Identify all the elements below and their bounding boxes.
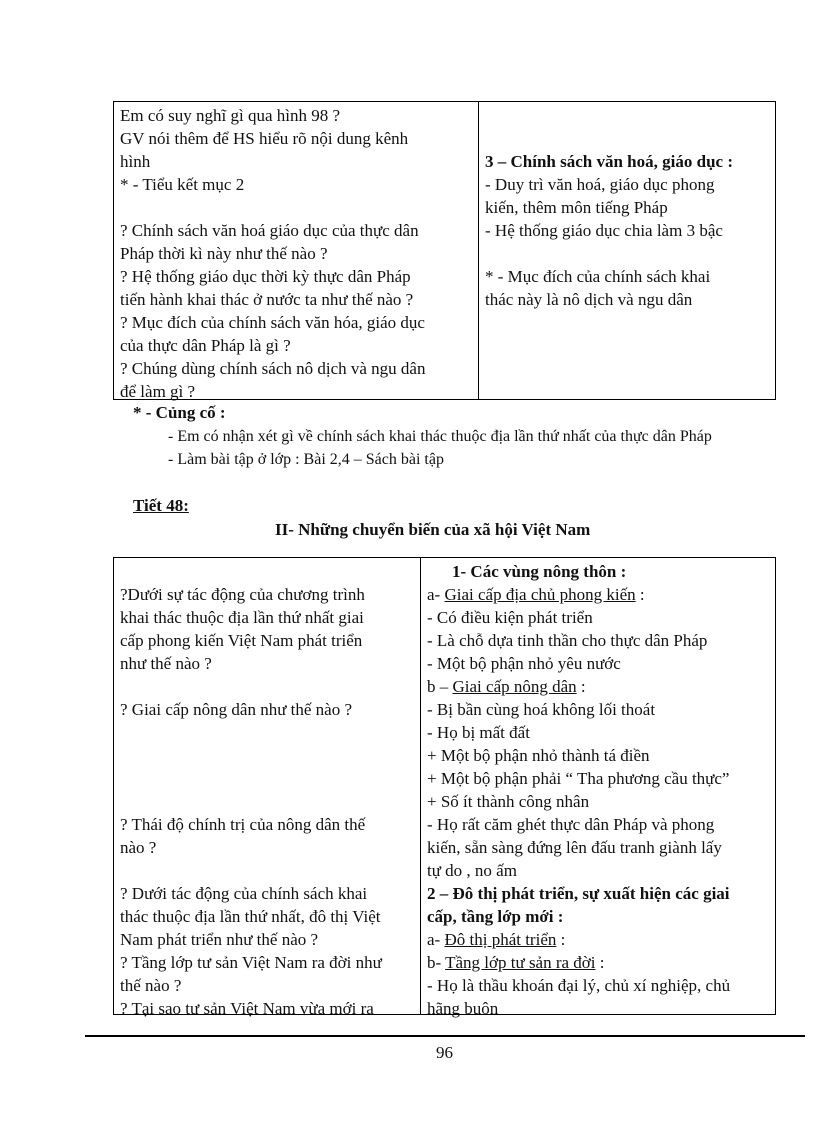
table-2-left-line: ?Dưới sự tác động của chương trình: [120, 585, 365, 604]
subsection-b-prefix: b –: [427, 677, 453, 696]
table-2-left-line: [120, 675, 382, 698]
lesson-label: Tiết 48:: [133, 496, 189, 515]
table-2-left-line: ? Thái độ chính trị của nông dân thế: [120, 815, 366, 834]
table-2-left-line: như thế nào ?: [120, 654, 212, 673]
footer-rule: [85, 1035, 805, 1037]
subsection-c-prefix: a-: [427, 930, 445, 949]
table-1-right-line: thác này là nô dịch và ngu dân: [485, 290, 693, 309]
table-2-left-line: ? Dưới tác động của chính sách khai: [120, 884, 368, 903]
table-1-right-heading: 3 – Chính sách văn hoá, giáo dục :: [485, 152, 733, 171]
table-2-left-line: [120, 790, 382, 813]
subsection-c: [427, 928, 730, 951]
section-title: II- Những chuyển biến của xã hội Việt Nam: [275, 520, 591, 539]
table-1-left-line: tiến hành khai thác ở nước ta như thế nào ?: [120, 290, 414, 309]
cungco-item: - Em có nhận xét gì về chính sách khai thác thuộc địa lần thứ nhất của thực dân Pháp: [168, 428, 712, 445]
subsection-b-label: Giai cấp nông dân: [452, 677, 577, 696]
table-2-right-line: - Họ là thầu khoán đại lý, chủ xí nghiệp, chủ: [427, 976, 731, 995]
table-2-left-line: ? Tại sao tư sản Việt Nam vừa mới ra: [120, 999, 374, 1018]
table-2-left-line: [120, 744, 382, 767]
table-1-left-line: để làm gì ?: [120, 382, 196, 401]
section-2-heading: cấp, tầng lớp mới :: [427, 907, 564, 926]
section-2-heading: 2 – Đô thị phát triển, sự xuất hiện các giai: [427, 884, 730, 903]
table-1-left-line: GV nói thêm để HS hiểu rõ nội dung kênh: [120, 129, 409, 148]
table-1-divider: [478, 101, 479, 400]
table-1-left-line: ? Hệ thống giáo dục thời kỳ thực dân Pháp: [120, 267, 411, 286]
cungco-item: - Làm bài tập ở lớp : Bài 2,4 – Sách bài tập: [168, 451, 444, 468]
table-1-left-line: ? Chúng dùng chính sách nô dịch và ngu dân: [120, 359, 426, 378]
table-2-left-line: ? Giai cấp nông dân như thế nào ?: [120, 700, 353, 719]
subsection-a: [427, 583, 730, 606]
table-2-right-line: + Một bộ phận phải “ Tha phương cầu thực”: [427, 769, 730, 788]
table-1-right-line: - Duy trì văn hoá, giáo dục phong: [485, 175, 715, 194]
table-1-left-line: Pháp thời kì này như thế nào ?: [120, 244, 328, 263]
table-1-left-line: * - Tiểu kết mục 2: [120, 175, 245, 194]
subsection-c-label: Đô thị phát triển: [444, 930, 557, 949]
table-2-right-line: tự do , no ấm: [427, 861, 517, 880]
subsection-b-suffix: :: [576, 677, 586, 696]
subsection-a-prefix: a-: [427, 585, 445, 604]
subsection-c-suffix: :: [556, 930, 566, 949]
table-2-left-line: cấp phong kiến Việt Nam phát triển: [120, 631, 363, 650]
table-2-left-line: [120, 721, 382, 744]
table-1-left-line: của thực dân Pháp là gì ?: [120, 336, 291, 355]
cungco-heading: * - Củng cố :: [133, 403, 226, 422]
table-2-right-line: + Một bộ phận nhỏ thành tá điền: [427, 746, 650, 765]
table-2-left-line: [120, 767, 382, 790]
table-2-left-column: [120, 583, 382, 1020]
table-2-divider: [420, 557, 421, 1015]
table-2-right-line: - Một bộ phận nhỏ yêu nước: [427, 654, 621, 673]
table-1-right-column: [485, 150, 733, 311]
table-2-right-line: - Họ rất căm ghét thực dân Pháp và phong: [427, 815, 715, 834]
page-number: 96: [436, 1043, 453, 1062]
table-2-left-line: Nam phát triển như thế nào ?: [120, 930, 319, 949]
table-2-left-line: [120, 859, 382, 882]
table-1-left-line: [120, 196, 425, 219]
subsection-d-label: Tầng lớp tư sản ra đời: [445, 953, 596, 972]
subsection-d-prefix: b-: [427, 953, 446, 972]
subsection-d: [427, 951, 730, 974]
subsection-b: [427, 675, 730, 698]
table-2-right-line: - Là chỗ dựa tinh thần cho thực dân Pháp: [427, 631, 708, 650]
table-2-left-line: thác thuộc địa lần thứ nhất, đô thị Việt: [120, 907, 381, 926]
subsection-a-suffix: :: [635, 585, 645, 604]
table-2-right-line: - Có điều kiện phát triển: [427, 608, 593, 627]
subsection-a-label: Giai cấp địa chủ phong kiến: [444, 585, 636, 604]
table-2-right-column: [427, 560, 730, 1020]
table-2-right-line: kiến, sẵn sàng đứng lên đấu tranh giành lấy: [427, 838, 722, 857]
table-2-left-line: thế nào ?: [120, 976, 182, 995]
table-2-left-line: ? Tầng lớp tư sản Việt Nam ra đời như: [120, 953, 382, 972]
table-1-left-line: ? Mục đích của chính sách văn hóa, giáo dục: [120, 313, 425, 332]
table-2-right-line: + Số ít thành công nhân: [427, 792, 590, 811]
table-1-right-line: kiến, thêm môn tiếng Pháp: [485, 198, 668, 217]
table-1-right-line: * - Mục đích của chính sách khai: [485, 267, 711, 286]
table-1-left-column: [120, 104, 425, 403]
table-1-right-line: - Hệ thống giáo dục chia làm 3 bậc: [485, 221, 723, 240]
table-2-right-line: hãng buôn: [427, 999, 499, 1018]
table-1-right-line: [485, 242, 733, 265]
table-2-right-heading: 1- Các vùng nông thôn :: [452, 562, 627, 581]
table-2-left-line: nào ?: [120, 838, 157, 857]
table-1-left-line: hình: [120, 152, 151, 171]
subsection-d-suffix: :: [595, 953, 605, 972]
table-1-left-line: ? Chính sách văn hoá giáo dục của thực dân: [120, 221, 419, 240]
table-1-left-line: Em có suy nghĩ gì qua hình 98 ?: [120, 106, 341, 125]
table-2-right-line: - Bị bần cùng hoá không lối thoát: [427, 700, 656, 719]
table-2-right-line: - Họ bị mất đất: [427, 723, 530, 742]
table-2-left-line: khai thác thuộc địa lần thứ nhất giai: [120, 608, 364, 627]
